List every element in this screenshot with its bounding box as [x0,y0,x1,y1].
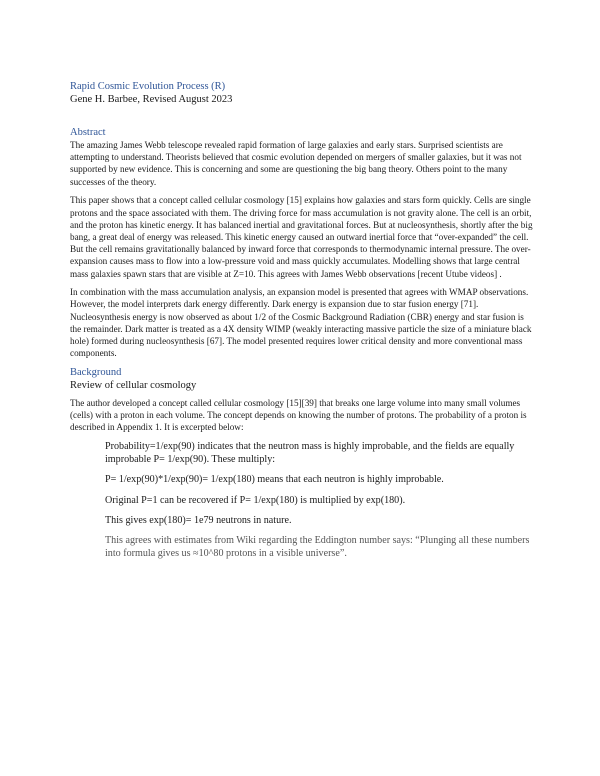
excerpt-line-2: P= 1/exp(90)*1/exp(90)= 1/exp(180) means that each neutron is highly improbable. [105,474,444,486]
abstract-paragraph-1: The amazing James Webb telescope revealed rapid formation of large galaxies and early stars. Surprised scientists are attempting to understand. Theorists believed that cosmic evolution depended on mergers of smaller galaxies, but it was not supported by new evidence. This is concerning and some are questioning the big bang theory. Others point to the many successes of the theory. [70,140,522,187]
background-paragraph: The author developed a concept called cellular cosmology [15][39] that breaks one large volume into many small volumes (cells) with a proton in each volume. The concept depends on knowing the number of protons. The probability of a proton is described in Appendix 1. It is excerpted below: [70,397,527,433]
excerpt-line-3: Original P=1 can be recovered if P= 1/exp(180) is multiplied by exp(180). [105,494,406,506]
background-heading: Background [70,366,122,378]
abstract-heading: Abstract [70,127,106,138]
paper-title: Rapid Cosmic Evolution Process (R) [70,81,226,92]
author-line: Gene H. Barbee, Revised August 2023 [70,94,233,105]
background-subheading: Review of cellular cosmology [70,379,197,391]
excerpt-line-4: This gives exp(180)= 1e79 neutrons in nature. [105,514,292,526]
abstract-paragraph-3: In combination with the mass accumulation analysis, an expansion model is presented that agrees with WMAP observations. However, the model interprets dark energy differently. Dark energy is expansion due to star fusion energy [71]. Nucleosynthesis energy is now observed as about 1/2 of the Cosmic Background Radiation (CBR) energy and star fusion is the remainder. Dark matter is treated as a 4X density WIMP (weakly interacting massive particle the size of a miniature black hole) formed during nucleosynthesis [67]. The model presented requires lower critical density and more conventional mass components. [70,287,532,359]
excerpt-line-5: This agrees with estimates from Wiki regarding the Eddington number says: “Plunging all these numbers into formula gives us ≈10^80 protons in a visible universe”. [105,535,530,560]
excerpt-line-1: Probability=1/exp(90) indicates that the neutron mass is highly improbable, and the fields are equally improbable P= 1/exp(90). These multiply: [105,441,515,466]
document-page [70,80,535,567]
excerpt-block [105,440,535,560]
abstract-paragraph-2: This paper shows that a concept called cellular cosmology [15] explains how galaxies and stars form quickly. Cells are single protons and the space associated with them. The driving force for mass accumulation is not gravity alone. The cell is an orbit, and the proton has kinetic energy. It has balanced inertial and gravitational forces. But at nucleosynthesis, shortly after the big bang, a great deal of energy was released. This kinetic energy caused an outward inertial force that “over-expanded” the cell. But the cell remains gravitationally balanced by inward force that corresponds to thermodynamic internal pressure. The over-expansion causes mass to flow into a low-pressure void and mass quickly accumulates. Modelling shows that large central mass galaxies spawn stars that are visible at Z=10. This agrees with James Webb observations [recent Utube videos] . [70,195,533,279]
